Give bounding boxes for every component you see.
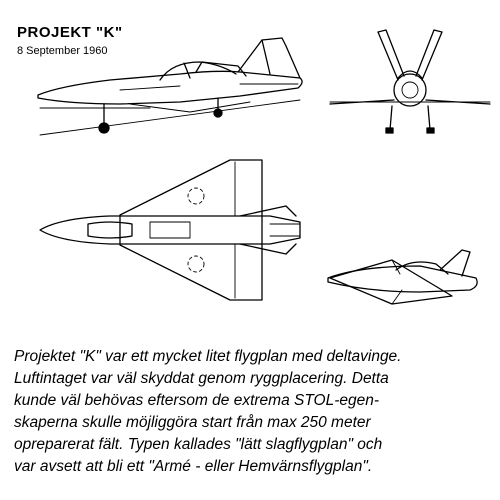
description-caption bbox=[14, 346, 490, 478]
side-view bbox=[38, 38, 302, 135]
caption-line: var avsett att bli ett "Armé - eller Hemvärnsflygplan". bbox=[14, 458, 373, 475]
caption-line: skaperna skulle möjliggöra start från max 250 meter bbox=[14, 414, 371, 431]
caption-line: Luftintaget var väl skyddat genom ryggplacering. Detta bbox=[14, 370, 389, 387]
caption-line: Projektet "K" var ett mycket litet flygplan med deltavinge. bbox=[14, 348, 402, 365]
perspective-view bbox=[328, 250, 477, 304]
caption-line: kunde väl behövas eftersom de extrema STOL-egen- bbox=[14, 392, 380, 409]
front-view bbox=[330, 30, 490, 133]
caption-line: opreparerat fält. Typen kallades "lätt slagflygplan" och bbox=[14, 436, 383, 453]
drawing-date: 8 September 1960 bbox=[17, 45, 108, 57]
drawing-title: PROJEKT "K" bbox=[17, 24, 123, 41]
top-view bbox=[40, 160, 300, 300]
